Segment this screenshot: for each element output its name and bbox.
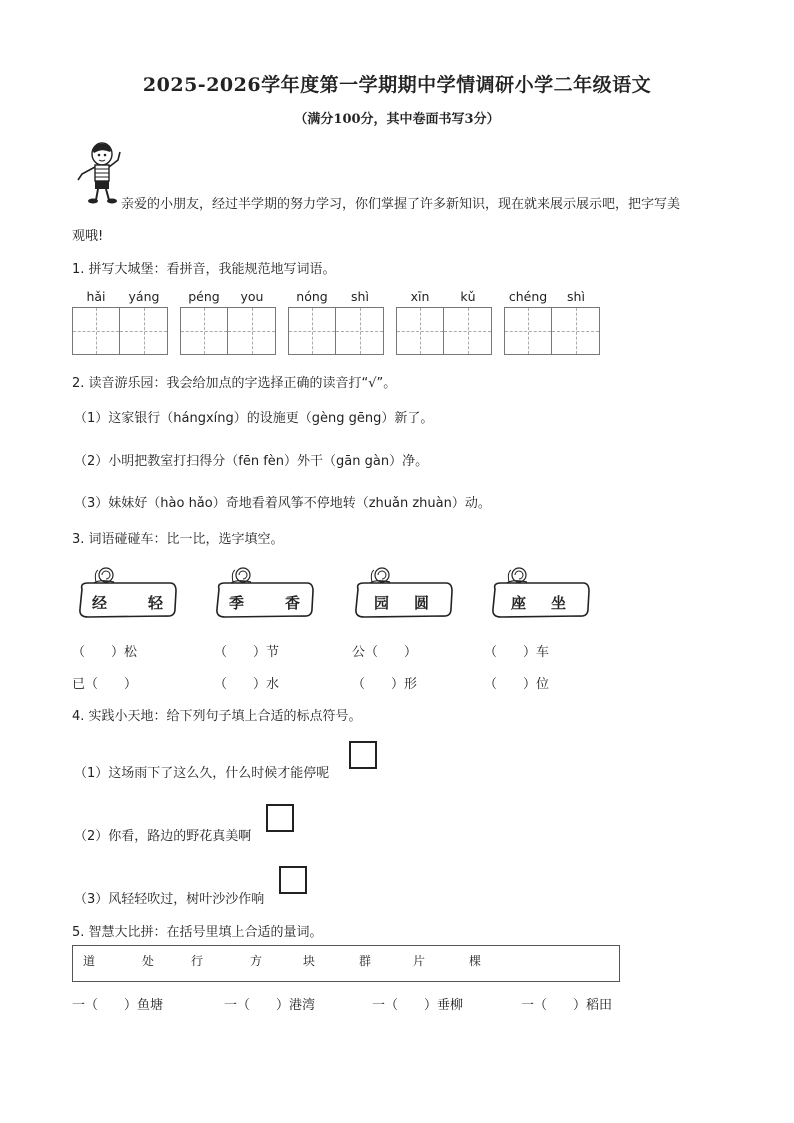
- writing-grid[interactable]: [72, 307, 120, 355]
- pinyin-group-5: [504, 289, 600, 355]
- word-option: 方: [250, 954, 263, 968]
- pinyin: shì: [351, 289, 369, 304]
- writing-grid[interactable]: [396, 307, 444, 355]
- writing-grid[interactable]: [180, 307, 228, 355]
- q4-item-2: （2）你看，路边的野花真美啊: [74, 829, 252, 844]
- word-option: 处: [142, 954, 155, 968]
- measure-word-bank: [72, 945, 620, 982]
- pinyin: hǎi: [86, 289, 106, 304]
- sign-char-a: 经: [92, 594, 108, 612]
- sign-char-b: 坐: [551, 594, 567, 612]
- pinyin: xīn: [410, 289, 430, 304]
- word-sign-1: [76, 565, 178, 623]
- fill-blank[interactable]: （ ）水: [214, 677, 280, 692]
- sign-char-b: 香: [285, 594, 301, 612]
- boy-cartoon-icon: [72, 140, 126, 206]
- fill-blank[interactable]: （ ）车: [484, 645, 550, 660]
- pinyin-group-4: [396, 289, 492, 355]
- pinyin-group-1: [72, 289, 168, 355]
- pinyin-group-3: [288, 289, 384, 355]
- q4-item-3: （3）风轻轻吹过，树叶沙沙作响: [74, 892, 265, 907]
- word-option: 片: [413, 954, 426, 968]
- writing-grid[interactable]: [504, 307, 552, 355]
- word-option: 棵: [469, 954, 482, 968]
- sign-char-a: 园: [374, 594, 390, 612]
- fill-blank[interactable]: 已（ ）: [72, 677, 138, 692]
- pinyin: shì: [567, 289, 585, 304]
- word-option: 群: [359, 954, 372, 968]
- page-title: 2025-2026学年度第一学期期中学情调研小学二年级语文: [142, 74, 652, 96]
- word-option: 块: [303, 954, 316, 968]
- fill-blank[interactable]: 一（ ）垂柳: [372, 998, 464, 1013]
- q2-item-1: （1）这家银行（hángxíng）的设施更（gèng gēng）新了。: [74, 411, 434, 426]
- punctuation-box[interactable]: [266, 804, 294, 832]
- fill-blank[interactable]: 公（ ）: [352, 645, 418, 660]
- pinyin: yáng: [128, 289, 160, 304]
- pinyin: chéng: [508, 289, 548, 304]
- intro-line-2: 观哦!: [72, 229, 104, 244]
- fill-blank[interactable]: （ ）形: [352, 677, 418, 692]
- word-option: 道: [83, 954, 96, 968]
- writing-grid[interactable]: [552, 307, 600, 355]
- pinyin: you: [240, 289, 264, 304]
- writing-grid[interactable]: [288, 307, 336, 355]
- intro-line-1: 亲爱的小朋友，经过半学期的努力学习，你们掌握了许多新知识，现在就来展示展示吧，把字写美: [121, 197, 681, 212]
- snail-sign-icon: [489, 565, 591, 619]
- punctuation-box[interactable]: [349, 741, 377, 769]
- q1-title: 1. 拼写大城堡：看拼音，我能规范地写词语。: [72, 262, 336, 277]
- sign-char-b: 轻: [148, 594, 164, 612]
- fill-blank[interactable]: （ ）松: [72, 645, 138, 660]
- fill-blank[interactable]: 一（ ）港湾: [224, 998, 316, 1013]
- sign-char-a: 座: [511, 594, 527, 612]
- q5-title: 5. 智慧大比拼：在括号里填上合适的量词。: [72, 925, 323, 940]
- fill-blank[interactable]: （ ）位: [484, 677, 550, 692]
- q2-title: 2. 读音游乐园：我会给加点的字选择正确的读音打“√”。: [72, 376, 397, 391]
- q2-item-2: （2）小明把教室打扫得分（fēn fèn）外干（gān gàn）净。: [74, 454, 429, 469]
- sign-char-a: 季: [229, 594, 245, 612]
- snail-sign-icon: [352, 565, 454, 619]
- pinyin-group-2: [180, 289, 276, 355]
- fill-blank[interactable]: 一（ ）稻田: [521, 998, 613, 1013]
- word-sign-4: [489, 565, 591, 623]
- pinyin: kǔ: [460, 289, 476, 304]
- pinyin: péng: [188, 289, 220, 304]
- fill-blank[interactable]: 一（ ）鱼塘: [72, 998, 164, 1013]
- q2-item-3: （3）妹妹好（hào hǎo）奇地看着风筝不停地转（zhuǎn zhuàn）动。: [74, 496, 491, 511]
- punctuation-box[interactable]: [279, 866, 307, 894]
- q4-title: 4. 实践小天地：给下列句子填上合适的标点符号。: [72, 709, 362, 724]
- sign-char-b: 圆: [414, 594, 430, 612]
- pinyin: nóng: [296, 289, 328, 304]
- word-sign-2: [213, 565, 315, 623]
- writing-grid[interactable]: [120, 307, 168, 355]
- word-option: 行: [191, 954, 204, 968]
- q4-item-1: （1）这场雨下了这么久，什么时候才能停呢: [74, 766, 330, 781]
- writing-grid[interactable]: [228, 307, 276, 355]
- page-subtitle: （满分100分，其中卷面书写3分）: [294, 112, 500, 127]
- writing-grid[interactable]: [444, 307, 492, 355]
- q3-title: 3. 词语碰碰车：比一比，选字填空。: [72, 532, 284, 547]
- writing-grid[interactable]: [336, 307, 384, 355]
- fill-blank[interactable]: （ ）节: [214, 645, 280, 660]
- word-sign-3: [352, 565, 454, 623]
